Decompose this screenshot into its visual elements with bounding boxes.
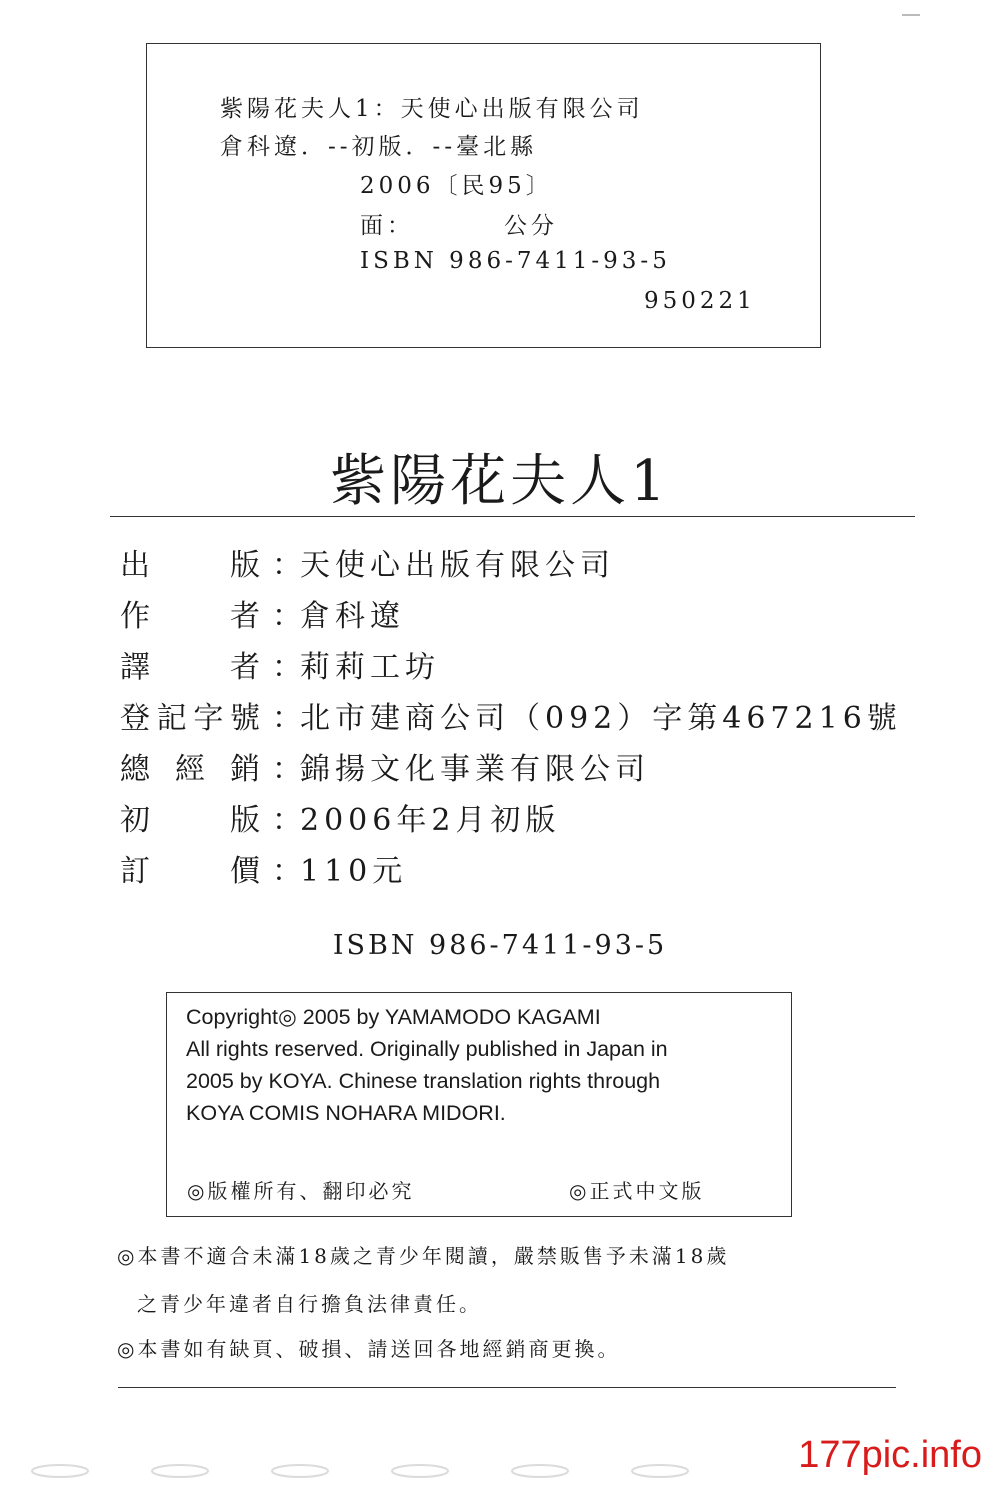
info-value: 110元 [300,854,408,889]
info-label: 出版 [120,548,260,583]
info-colon: ： [272,803,302,838]
info-colon: ： [272,548,302,583]
scan-mark [902,14,920,16]
bottom-divider [118,1387,896,1388]
info-value: 錦揚文化事業有限公司 [300,752,650,787]
info-value: 天使心出版有限公司 [300,548,615,583]
cip-line-2: 倉科遼．--初版．--臺北縣 [220,134,538,160]
copyright-box [166,992,792,1217]
info-colon: ： [272,752,302,787]
cip-line-3: 2006〔民95〕 [360,173,553,199]
copyright-line: KOYA COMIS NOHARA MIDORI. [186,1101,506,1125]
cip-catalog-box [146,43,821,348]
decorative-footer-pattern [20,1462,760,1480]
official-edition-note: ◎正式中文版 [569,1179,705,1203]
cip-line-6: 950221 [644,288,756,314]
cip-line-4-label: 面： [360,213,414,239]
copyright-line: Copyright◎ 2005 by YAMAMODO KAGAMI [186,1005,601,1029]
site-watermark: 177pic.info [798,1434,982,1476]
info-label: 登記字號 [120,701,260,736]
title-divider [110,516,915,517]
info-label: 譯者 [120,650,260,685]
copyright-text [186,1001,786,1129]
info-value: 莉莉工坊 [300,650,440,685]
cip-line-4-unit: 公分 [504,213,558,239]
book-title: 紫陽花夫人1 [330,449,670,514]
info-colon: ： [272,599,302,634]
info-colon: ： [272,650,302,685]
info-label: 訂價 [120,854,260,889]
info-value: 2006年2月初版 [300,803,561,838]
info-value: 北市建商公司（092）字第467216號 [300,701,902,736]
info-label: 初版 [120,803,260,838]
isbn-line: ISBN 986-7411-93-5 [332,930,668,961]
info-label: 總經銷 [120,752,260,787]
rights-reserved-note: ◎版權所有、翻印必究 [187,1179,415,1203]
legal-liability-notice: 之青少年違者自行擔負法律責任。 [137,1292,482,1316]
damaged-copy-notice: ◎本書如有缺頁、破損、請送回各地經銷商更換。 [117,1337,621,1361]
info-colon: ： [272,701,302,736]
info-value: 倉科遼 [300,599,405,634]
info-colon: ： [272,854,302,889]
info-label: 作者 [120,599,260,634]
copyright-line: 2005 by KOYA. Chinese translation rights through [186,1069,661,1093]
copyright-line: All rights reserved. Originally published in Japan in [186,1037,668,1061]
age-restriction-notice: ◎本書不適合未滿18歲之青少年閱讀，嚴禁販售予未滿18歲 [117,1244,730,1268]
cip-line-1: 紫陽花夫人1：天使心出版有限公司 [220,96,644,122]
cip-line-5: ISBN 986-7411-93-5 [360,248,671,274]
